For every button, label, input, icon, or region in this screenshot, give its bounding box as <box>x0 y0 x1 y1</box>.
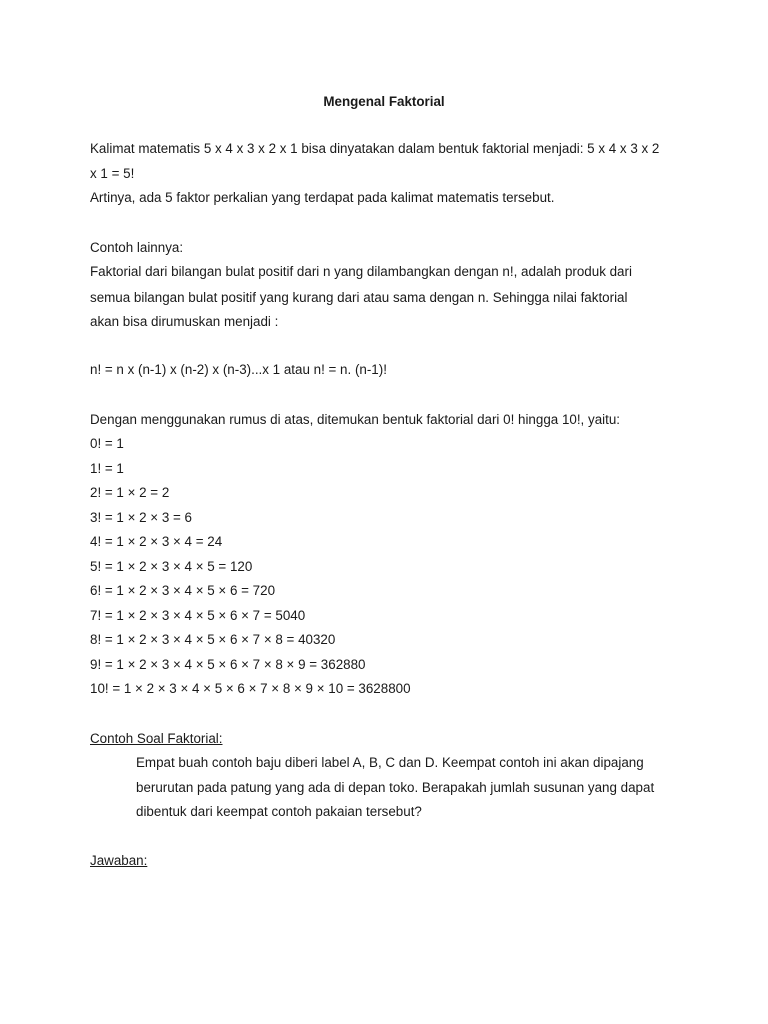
soal-line-3: dibentuk dari keempat contoh pakaian tersebut? <box>136 804 422 819</box>
factorial-item: 10! = 1 × 2 × 3 × 4 × 5 × 6 × 7 × 8 × 9 × 10 = 3628800 <box>90 681 411 696</box>
intro-line-3: Artinya, ada 5 faktor perkalian yang terdapat pada kalimat matematis tersebut. <box>90 190 555 205</box>
factorial-formula: n! = n x (n-1) x (n-2) x (n-3)...x 1 atau n! = n. (n-1)! <box>90 362 387 377</box>
intro-line-1: Kalimat matematis 5 x 4 x 3 x 2 x 1 bisa dinyatakan dalam bentuk faktorial menjadi: 5 x 4 x 3 x 2 <box>90 141 660 156</box>
factorial-item: 6! = 1 × 2 × 3 × 4 × 5 × 6 = 720 <box>90 583 276 598</box>
factorial-item: 0! = 1 <box>90 436 124 451</box>
contoh-heading: Contoh lainnya: <box>90 240 184 255</box>
factorial-item: 8! = 1 × 2 × 3 × 4 × 5 × 6 × 7 × 8 = 40320 <box>90 632 336 647</box>
soal-line-2: berurutan pada patung yang ada di depan toko. Berapakah jumlah susunan yang dapat <box>136 780 655 795</box>
list-intro: Dengan menggunakan rumus di atas, ditemukan bentuk faktorial dari 0! hingga 10!, yaitu: <box>90 412 621 427</box>
factorial-item: 3! = 1 × 2 × 3 = 6 <box>90 510 192 525</box>
contoh-line-3: akan bisa dirumuskan menjadi : <box>90 314 279 329</box>
intro-line-2: x 1 = 5! <box>90 166 135 181</box>
factorial-item: 2! = 1 × 2 = 2 <box>90 485 170 500</box>
factorial-item: 4! = 1 × 2 × 3 × 4 = 24 <box>90 534 223 549</box>
factorial-item: 9! = 1 × 2 × 3 × 4 × 5 × 6 × 7 × 8 × 9 = 362880 <box>90 657 366 672</box>
factorial-item: 7! = 1 × 2 × 3 × 4 × 5 × 6 × 7 = 5040 <box>90 608 306 623</box>
page-title: Mengenal Faktorial <box>323 94 445 109</box>
factorial-item: 5! = 1 × 2 × 3 × 4 × 5 = 120 <box>90 559 253 574</box>
contoh-line-2: semua bilangan bulat positif yang kurang dari atau sama dengan n. Sehingga nilai faktorial <box>90 290 628 305</box>
factorial-item: 1! = 1 <box>90 461 124 476</box>
jawaban-heading: Jawaban: <box>90 853 148 868</box>
contoh-line-1: Faktorial dari bilangan bulat positif dari n yang dilambangkan dengan n!, adalah produk dari <box>90 264 632 279</box>
soal-line-1: Empat buah contoh baju diberi label A, B, C dan D. Keempat contoh ini akan dipajang <box>136 755 644 770</box>
soal-heading: Contoh Soal Faktorial: <box>90 731 223 746</box>
